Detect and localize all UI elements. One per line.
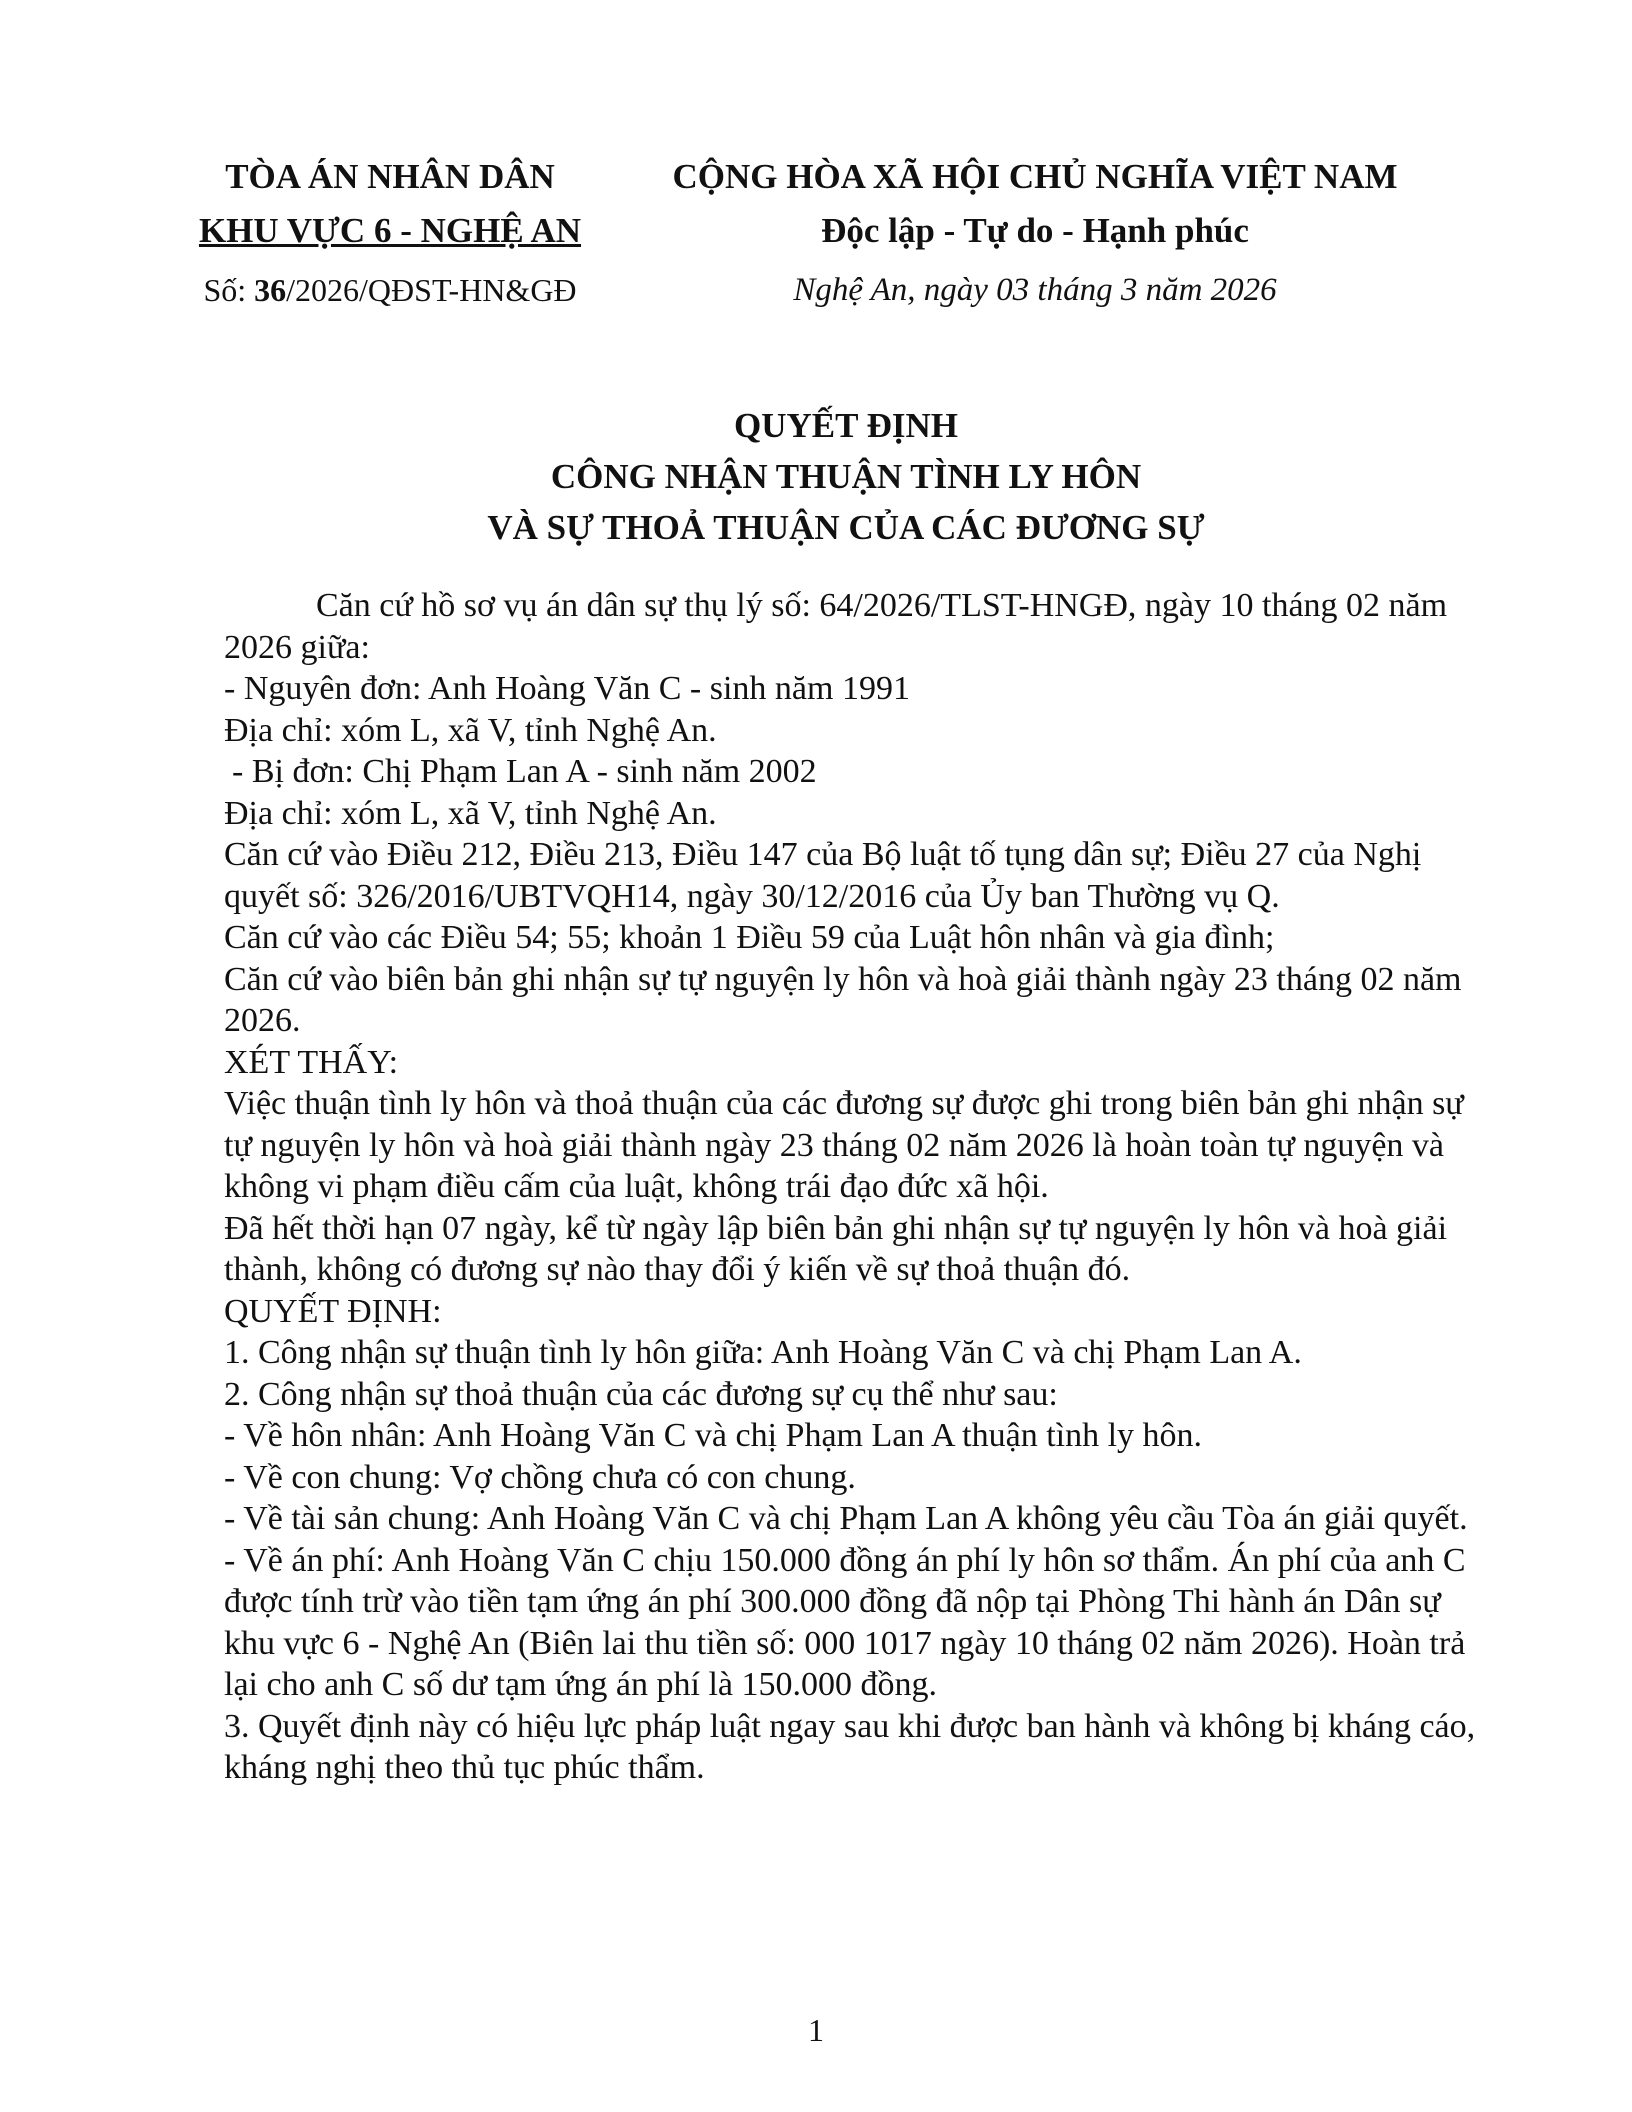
decision-item-3: 3. Quyết định này có hiệu lực pháp luật ngay sau khi được ban hành và không bị kháng cáo, kháng nghị theo thủ tục phúc thẩm. — [224, 1707, 1476, 1786]
number-value: 36 — [254, 272, 287, 308]
title-line-2: CÔNG NHẬN THUẬN TÌNH LY HÔN — [550, 457, 1142, 496]
national-motto: Độc lập - Tự do - Hạnh phúc — [821, 211, 1249, 250]
defendant-line: - Bị đơn: Chị Phạm Lan A - sinh năm 2002 — [232, 753, 817, 790]
children-clause: - Về con chung: Vợ chồng chưa có con chung. — [224, 1458, 856, 1496]
record-basis-paragraph: Căn cứ vào biên bản ghi nhận sự tự nguyện ly hôn và hoà giải thành ngày 23 tháng 02 năm 2026. — [224, 960, 1462, 1039]
number-prefix: Số: — [203, 272, 255, 308]
defendant-address: Địa chỉ: xóm L, xã V, tỉnh Nghệ An. — [224, 794, 717, 832]
document-title — [160, 400, 1532, 553]
case-basis-paragraph: Căn cứ hồ sơ vụ án dân sự thụ lý số: 64/2026/TLST-HNGĐ, ngày 10 tháng 02 năm 2026 giữa: — [224, 587, 1448, 666]
court-header — [160, 150, 620, 258]
law-basis-paragraph: Căn cứ vào các Điều 54; 55; khoản 1 Điều 59 của Luật hôn nhân và gia đình; — [224, 919, 1275, 956]
document-body — [224, 585, 1494, 1789]
nation-name: CỘNG HÒA XÃ HỘI CHỦ NGHĨA VIỆT NAM — [672, 157, 1398, 196]
considering-heading: XÉT THẤY: — [224, 1043, 399, 1081]
title-line-1: QUYẾT ĐỊNH — [734, 406, 958, 445]
marriage-clause: - Về hôn nhân: Anh Hoàng Văn C và chị Phạm Lan A thuận tình ly hôn. — [224, 1417, 1203, 1454]
considering-paragraph-2: Đã hết thời hạn 07 ngày, kể từ ngày lập biên bản ghi nhận sự tự nguyện ly hôn và hoà giải thành, không có đương sự nào thay đổi ý kiến về sự thoả thuận đó. — [224, 1209, 1448, 1288]
legal-basis-paragraph: Căn cứ vào Điều 212, Điều 213, Điều 147 của Bộ luật tố tụng dân sự; Điều 27 của Nghị quyết số: 326/2016/UBTVQH14, ngày 30/12/2016 của Ủy ban Thường vụ Q. — [224, 836, 1422, 915]
property-clause: - Về tài sản chung: Anh Hoàng Văn C và chị Phạm Lan A không yêu cầu Tòa án giải quyết. — [224, 1500, 1468, 1537]
decision-number — [160, 266, 620, 314]
decision-item-2: 2. Công nhận sự thoả thuận của các đương sự cụ thể như sau: — [224, 1375, 1058, 1413]
court-fee-clause: - Về án phí: Anh Hoàng Văn C chịu 150.000 đồng án phí ly hôn sơ thẩm. Án phí của anh C được tính trừ vào tiền tạm ứng án phí 300.000 đồng đã nộp tại Phòng Thi hành án Dân sự khu vực 6 - Nghệ An (Biên lai thu tiền số: 000 1017 ngày 10 tháng 02 năm 2026). Hoàn trả lại cho anh C số dư tạm ứng án phí là 150.000 đồng. — [224, 1541, 1466, 1703]
plaintiff-address: Địa chỉ: xóm L, xã V, tỉnh Nghệ An. — [224, 711, 717, 749]
title-line-3: VÀ SỰ THOẢ THUẬN CỦA CÁC ĐƯƠNG SỰ — [487, 508, 1205, 547]
court-region: KHU VỰC 6 - NGHỆ AN — [198, 211, 582, 250]
decision-heading: QUYẾT ĐỊNH: — [224, 1292, 442, 1330]
plaintiff-line: - Nguyên đơn: Anh Hoàng Văn C - sinh năm 1991 — [224, 670, 910, 707]
place-date: Nghệ An, ngày 03 tháng 3 năm 2026 — [793, 272, 1277, 308]
national-header — [640, 150, 1430, 258]
page-number: 1 — [808, 2012, 824, 2048]
decision-item-1: 1. Công nhận sự thuận tình ly hôn giữa: Anh Hoàng Văn C và chị Phạm Lan A. — [224, 1334, 1302, 1371]
considering-paragraph-1: Việc thuận tình ly hôn và thoả thuận của các đương sự được ghi trong biên bản ghi nhận sự tự nguyện ly hôn và hoà giải thành ngày 23 tháng 02 năm 2026 là hoàn toàn tự nguyện và không vi phạm điều cấm của luật, không trái đạo đức xã hội. — [224, 1085, 1464, 1205]
number-suffix: /2026/QĐST-HN&GĐ — [286, 272, 577, 308]
court-name: TÒA ÁN NHÂN DÂN — [225, 157, 555, 196]
